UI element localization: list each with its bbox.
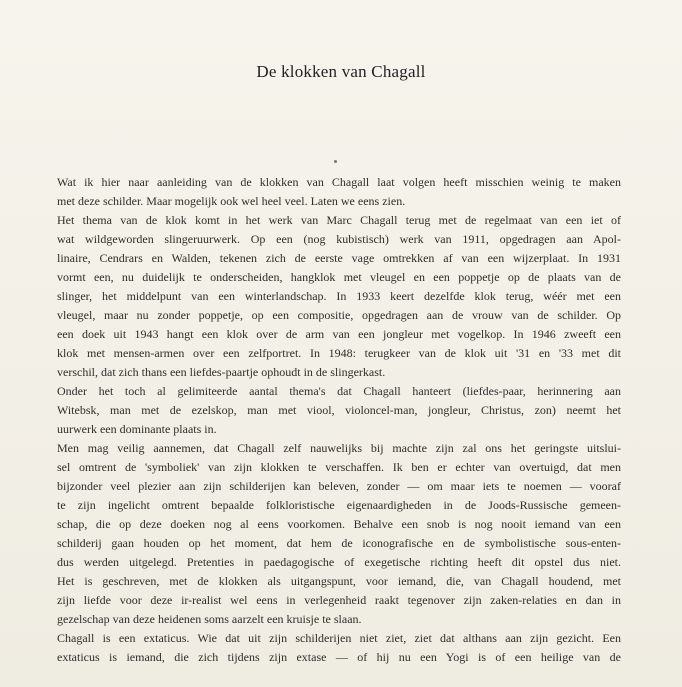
section-ornament-dot — [334, 160, 337, 163]
text-line: bijzonder veel plezier aan zijn schilderijen kan beleven, zonder — om maar iets te noemen — vooraf — [57, 479, 621, 493]
text-line: dus werden uitgelegd. Pretenties in paedagogische of exegetische richting heeft dit opstel dus niet. — [57, 555, 621, 569]
text-line: klok met mensen-armen over een zelfportret. In 1948: terugkeer van de klok uit '31 en '33 met dit — [57, 346, 621, 360]
text-line: Wat ik hier naar aanleiding van de klokken van Chagall laat volgen heeft misschien weinig te maken — [57, 175, 621, 189]
text-line: Het thema van de klok komt in het werk van Marc Chagall terug met de regelmaat van een iet of — [57, 213, 621, 227]
text-line: Men mag veilig aannemen, dat Chagall zelf nauwelijks bij machte zijn zal ons het geringste uitslui- — [57, 441, 621, 455]
text-line: verschil, dat zich thans een liefdes-paartje ophoudt in de slingerkast. — [57, 365, 386, 379]
text-line: Chagall is een extaticus. Wie dat uit zijn schilderijen niet ziet, ziet dat althans aan zijn gezicht. Een — [57, 631, 621, 645]
text-line: Witebsk, man met de ezelskop, man met viool, violoncel-man, jongleur, Christus, zon) neemt het — [57, 403, 621, 417]
text-line: vleugel, maar nu zonder poppetje, op een compositie, opgedragen aan de vrouw van de schilder. Op — [57, 308, 621, 322]
text-line: Het is geschreven, met de klokken als uitgangspunt, voor iemand, die, van Chagall houdend, met — [57, 574, 621, 588]
text-line: sel omtrent de 'symboliek' van zijn klokken te verschaffen. Ik ben er echter van overtuigd, dat men — [57, 460, 621, 474]
body-text — [57, 173, 621, 667]
text-line: schap, die op deze doeken nog al eens voorkomen. Behalve een snob is nog nooit iemand van een — [57, 517, 621, 531]
text-line: met deze schilder. Maar mogelijk ook wel heel veel. Laten we eens zien. — [57, 194, 406, 208]
text-line: te zijn ingelicht omtrent bepaalde folkloristische eigenaardigheden in de Joods-Russische gemeen- — [57, 498, 621, 512]
text-line: Onder het toch al gelimiteerde aantal thema's dat Chagall hanteert (liefdes-paar, herinnering aan — [57, 384, 621, 398]
page-title: De klokken van Chagall — [256, 62, 426, 81]
text-line: slinger, het middelpunt van een winterlandschap. In 1933 keert dezelfde klok terug, wéér met een — [57, 289, 621, 303]
text-line: uurwerk een dominante plaats in. — [57, 422, 217, 436]
text-line: extaticus is iemand, die zich tijdens zijn extase — of hij nu een Yogi is of een heilige van de — [57, 650, 621, 664]
text-line: linaire, Cendrars en Walden, tekenen zich de eerste vage omtrekken af van een wijzerplaat. In 1931 — [57, 251, 621, 265]
text-line: vormt een, nu duidelijk te onderscheiden, hangklok met vleugel en een poppetje op de plaats van de — [57, 270, 621, 284]
text-line: schilderij gaan houden op het moment, dat hem de iconografische en de symbolistische sous-enten- — [57, 536, 621, 550]
text-line: zijn liefde voor deze ir-realist wel eens in verlegenheid raakt tegenover zijn zaken-relaties en dan in — [57, 593, 621, 607]
text-line: wat wildgeworden slingeruurwerk. Op een (nog kubistisch) werk van 1911, opgedragen aan Apol- — [57, 232, 621, 246]
text-line: een doek uit 1943 hangt een klok over de arm van een jongleur met vogelkop. In 1946 zweeft een — [57, 327, 621, 341]
text-line: gezelschap van deze heidenen soms aarzelt een kruisje te slaan. — [57, 612, 362, 626]
